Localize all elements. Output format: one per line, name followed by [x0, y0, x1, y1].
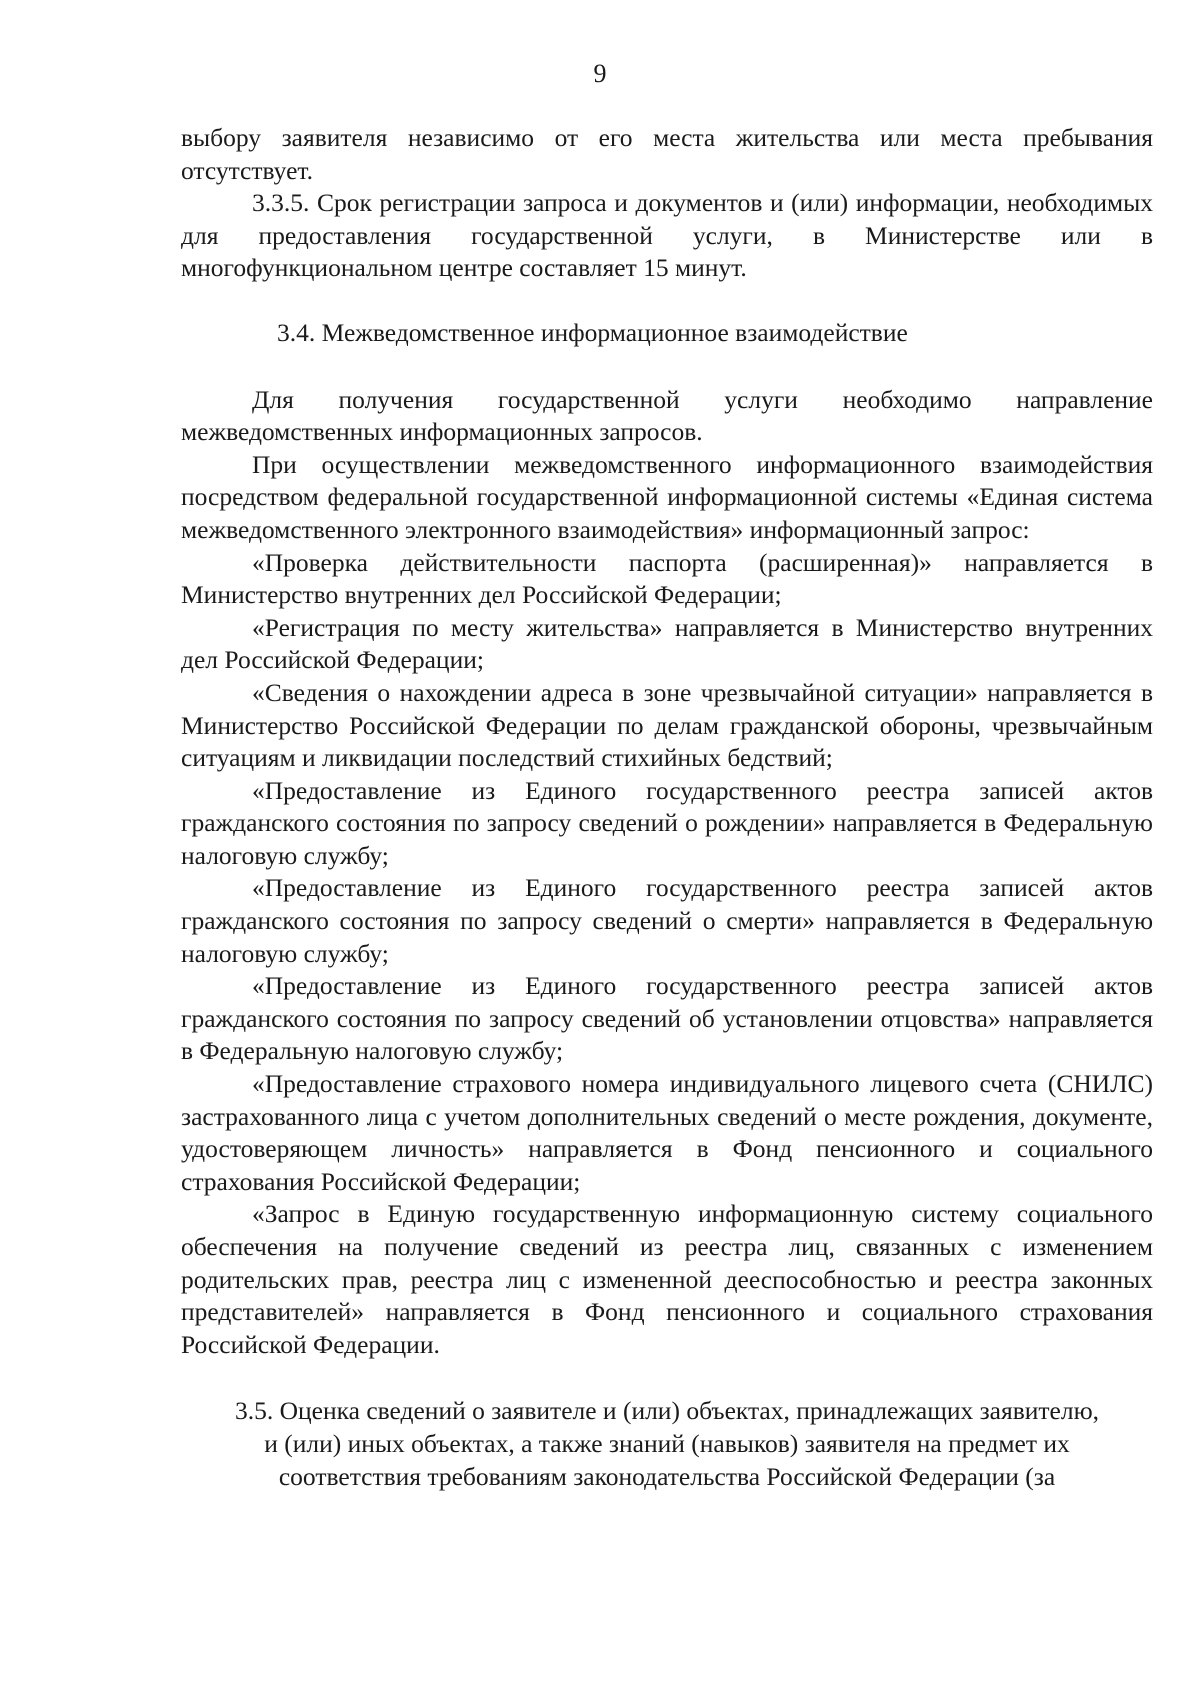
paragraph-continuation: выбору заявителя независимо от его места жительства или места пребывания отсутствует.: [181, 123, 1153, 185]
page-number: 9: [593, 59, 607, 88]
list-item-passport-check: «Проверка действительности паспорта (расширенная)» направляется в Министерство внутренних дел Российской Федерации;: [181, 547, 1153, 610]
spacer: [181, 285, 1153, 317]
section-heading-3-5-line-3: соответствия требованиям законодательства Российской Федерации (за: [278, 1461, 1056, 1491]
list-item-death-records: «Предоставление из Единого государственного реестра записей актов гражданского состояния по запросу сведений о смерти» направляется в Федеральную налоговую службу;: [181, 873, 1153, 968]
section-heading-3-5-line-2: и (или) иных объектах, а также знаний (навыков) заявителя на предмет их: [264, 1428, 1070, 1458]
list-item-emergency-zone: «Сведения о нахождении адреса в зоне чрезвычайной ситуации» направляется в Министерство Российской Федерации по делам гражданской обороны, чрезвычайным ситуациям и ликвидации последствий стихийных бедствий;: [181, 677, 1153, 773]
section-heading-3-5-line-1: 3.5. Оценка сведений о заявителе и (или) объектах, принадлежащих заявителю,: [234, 1396, 1100, 1426]
section-heading-3-4: 3.4. Межведомственное информационное взаимодействие: [277, 317, 908, 347]
spacer: [181, 350, 1153, 384]
document-body: [181, 122, 1153, 1493]
list-item-paternity-records: «Предоставление из Единого государственного реестра записей актов гражданского состояния по запросу сведений об установлении отцовства» направляется в Федеральную налоговую службу;: [181, 971, 1153, 1066]
paragraph-smev-intro: При осуществлении межведомственного информационного взаимодействия посредством федеральной государственной информационной системы «Единая система межведомственного электронного взаимодействия» информационный запрос:: [181, 449, 1153, 544]
list-item-birth-records: «Предоставление из Единого государственного реестра записей актов гражданского состояния по запросу сведений о рождении» направляется в Федеральную налоговую службу;: [181, 775, 1153, 870]
paragraph-3-3-5: 3.3.5. Срок регистрации запроса и документов и (или) информации, необходимых для предоставления государственной услуги, в Министерстве или в многофункциональном центре составляет 15 минут.: [181, 188, 1153, 283]
section-heading-3-5: [181, 1395, 1153, 1493]
list-item-snils: «Предоставление страхового номера индивидуального лицевого счета (СНИЛС) застрахованного лица с учетом дополнительных сведений о месте рождения, документе, удостоверяющем личность» направляется в Фонд пенсионного и социального страхования Российской Федерации;: [181, 1069, 1153, 1196]
paragraph-interagency-requests: Для получения государственной услуги необходимо направление межведомственных информационных запросов.: [181, 384, 1153, 447]
list-item-registration: «Регистрация по месту жительства» направляется в Министерство внутренних дел Российской Федерации;: [181, 612, 1153, 675]
spacer: [181, 1361, 1153, 1395]
list-item-social-security-system: «Запрос в Единую государственную информационную систему социального обеспечения на получение сведений из реестра лиц, связанных с изменением родительских прав, реестра лиц с измененной дееспособностью и реестра законных представителей» направляется в Фонд пенсионного и социального страхования Российской Федерации.: [181, 1199, 1153, 1359]
